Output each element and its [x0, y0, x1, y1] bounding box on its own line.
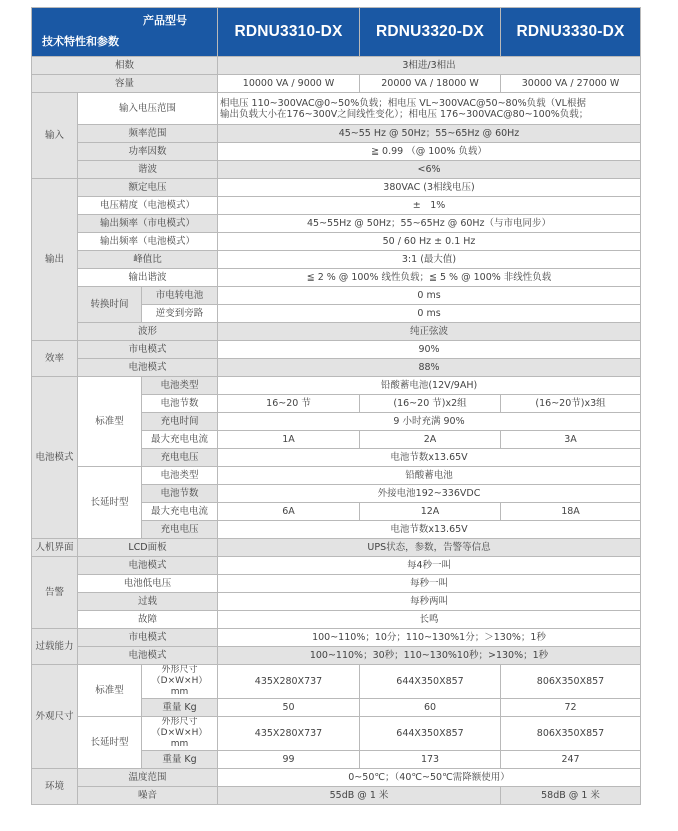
thd-value: <6%	[218, 161, 641, 179]
spec-table	[31, 7, 641, 805]
std-size-2: 644X350X857	[360, 665, 501, 699]
hmi-value: UPS状态，参数，告警等信息	[218, 539, 641, 557]
std-charge-voltage-label: 充电电压	[142, 449, 218, 467]
long-size-3: 806X350X857	[501, 717, 641, 751]
rated-voltage-label: 额定电压	[78, 179, 218, 197]
std-size-label	[142, 665, 218, 699]
long-weight-3: 247	[501, 751, 641, 769]
long-size-1: 435X280X737	[218, 717, 360, 751]
freq-line-label: 输出频率（市电模式）	[78, 215, 218, 233]
std-max-current-3: 3A	[501, 431, 641, 449]
std-batt-count-2: (16~20 节)x2组	[360, 395, 501, 413]
hmi-category: 人机界面	[32, 539, 78, 557]
row-transfer-1	[32, 287, 641, 305]
eff-line-label: 市电模式	[78, 341, 218, 359]
row-freq-line	[32, 215, 641, 233]
row-phase	[32, 57, 641, 75]
alarm-low-value: 每秒一叫	[218, 575, 641, 593]
dimensions-category: 外观尺寸	[32, 665, 78, 769]
std-size-label-2: （D×W×H）mm	[151, 676, 208, 697]
alarm-overload-label: 过载	[78, 593, 218, 611]
row-alarm-low	[32, 575, 641, 593]
model-1: RDNU3310-DX	[218, 8, 360, 57]
eff-batt-label: 电池模式	[78, 359, 218, 377]
std-weight-label: 重量 Kg	[142, 699, 218, 717]
std-weight-2: 60	[360, 699, 501, 717]
long-batt-type-label: 电池类型	[142, 467, 218, 485]
ovl-line-label: 市电模式	[78, 629, 218, 647]
alarm-low-label: 电池低电压	[78, 575, 218, 593]
waveform-value: 纯正弦波	[218, 323, 641, 341]
battery-standard-label: 标准型	[78, 377, 142, 467]
std-weight-1: 50	[218, 699, 360, 717]
std-max-current-label: 最大充电电流	[142, 431, 218, 449]
capacity-value-3: 30000 VA / 27000 W	[501, 75, 641, 93]
freq-range-label: 频率范围	[78, 125, 218, 143]
long-size-label	[142, 717, 218, 751]
input-voltage-line2: 输出负载大小在176~300V之间线性变化）；相电压 176~300VAC@80~100%负载；	[220, 108, 589, 120]
row-crest	[32, 251, 641, 269]
std-charge-voltage-value: 电池节数x13.65V	[218, 449, 641, 467]
row-eff-line	[32, 341, 641, 359]
input-voltage-line1: 相电压 110~300VAC@0~50%负载；相电压 VL~300VAC@50~80%负载（VL根据	[220, 97, 586, 109]
waveform-label: 波形	[78, 323, 218, 341]
ovl-batt-label: 电池模式	[78, 647, 218, 665]
long-weight-label: 重量 Kg	[142, 751, 218, 769]
transfer-value-1: 0 ms	[218, 287, 641, 305]
std-batt-count-3: (16~20节)x3组	[501, 395, 641, 413]
voltage-accuracy-label: 电压精度（电池模式）	[78, 197, 218, 215]
long-max-current-3: 18A	[501, 503, 641, 521]
std-batt-count-label: 电池节数	[142, 395, 218, 413]
row-alarm-batt	[32, 557, 641, 575]
env-temp-value: 0~50℃；（40℃~50℃需降额使用）	[218, 769, 641, 787]
environment-category: 环境	[32, 769, 78, 805]
crest-value: 3:1 (最大值)	[218, 251, 641, 269]
long-charge-voltage-label: 充电电压	[142, 521, 218, 539]
row-alarm-overload	[32, 593, 641, 611]
long-max-current-1: 6A	[218, 503, 360, 521]
phase-label: 相数	[32, 57, 218, 75]
overload-category: 过载能力	[32, 629, 78, 665]
freq-line-value: 45~55Hz @ 50Hz；55~65Hz @ 60Hz（与市电同步）	[218, 215, 641, 233]
alarm-fault-value: 长鸣	[218, 611, 641, 629]
spec-label: 技术特性和参数	[42, 35, 119, 48]
out-thd-label: 输出谐波	[78, 269, 218, 287]
long-size-label-2: （D×W×H）mm	[151, 728, 208, 749]
freq-range-value: 45~55 Hz @ 50Hz；55~65Hz @ 60Hz	[218, 125, 641, 143]
row-thd	[32, 161, 641, 179]
std-weight-3: 72	[501, 699, 641, 717]
efficiency-category: 效率	[32, 341, 78, 377]
freq-batt-value: 50 / 60 Hz ± 0.1 Hz	[218, 233, 641, 251]
long-size-2: 644X350X857	[360, 717, 501, 751]
long-size-label-1: 外形尺寸	[161, 717, 198, 727]
std-charge-time-label: 充电时间	[142, 413, 218, 431]
model-label: 产品型号	[143, 14, 188, 27]
eff-batt-value: 88%	[218, 359, 641, 377]
std-charge-time-value: 9 小时充满 90%	[218, 413, 641, 431]
transfer-inv-to-bypass: 逆变到旁路	[142, 305, 218, 323]
env-temp-label: 温度范围	[78, 769, 218, 787]
phase-value: 3相进/3相出	[218, 57, 641, 75]
transfer-value-2: 0 ms	[218, 305, 641, 323]
long-charge-voltage-value: 电池节数x13.65V	[218, 521, 641, 539]
long-weight-1: 99	[218, 751, 360, 769]
env-noise-1: 55dB @ 1 米	[218, 787, 501, 805]
row-ovl-line	[32, 629, 641, 647]
battery-long-label: 长延时型	[78, 467, 142, 539]
long-max-current-label: 最大充电电流	[142, 503, 218, 521]
std-size-label-1: 外形尺寸	[161, 665, 198, 675]
long-batt-count-value: 外接电池192~336VDC	[218, 485, 641, 503]
row-long-batt-type	[32, 467, 641, 485]
env-noise-2: 58dB @ 1 米	[501, 787, 641, 805]
row-waveform	[32, 323, 641, 341]
row-std-batt-type	[32, 377, 641, 395]
dim-long-label: 长延时型	[78, 717, 142, 769]
thd-label: 谐波	[78, 161, 218, 179]
spec-table-container	[31, 7, 640, 805]
std-size-1: 435X280X737	[218, 665, 360, 699]
capacity-label: 容量	[32, 75, 218, 93]
std-batt-type-value: 铅酸蓄电池(12V/9AH)	[218, 377, 641, 395]
power-factor-label: 功率因数	[78, 143, 218, 161]
battery-category: 电池模式	[32, 377, 78, 539]
row-voltage-accuracy	[32, 197, 641, 215]
output-category: 输出	[32, 179, 78, 341]
row-env-temp	[32, 769, 641, 787]
std-max-current-1: 1A	[218, 431, 360, 449]
crest-label: 峰值比	[78, 251, 218, 269]
alarm-fault-label: 故障	[78, 611, 218, 629]
power-factor-value: ≧ 0.99 （@ 100% 负载）	[218, 143, 641, 161]
input-category: 输入	[32, 93, 78, 179]
row-freq-range	[32, 125, 641, 143]
row-long-size	[32, 717, 641, 751]
capacity-value-2: 20000 VA / 18000 W	[360, 75, 501, 93]
row-out-thd	[32, 269, 641, 287]
model-2: RDNU3320-DX	[360, 8, 501, 57]
eff-line-value: 90%	[218, 341, 641, 359]
row-eff-batt	[32, 359, 641, 377]
ovl-batt-value: 100~110%；30秒；110~130%10秒；>130%；1秒	[218, 647, 641, 665]
row-hmi	[32, 539, 641, 557]
ovl-line-value: 100~110%；10分；110~130%1分；＞130%；1秒	[218, 629, 641, 647]
row-capacity	[32, 75, 641, 93]
row-rated-voltage	[32, 179, 641, 197]
header-row	[32, 8, 641, 57]
alarm-batt-label: 电池模式	[78, 557, 218, 575]
alarm-batt-value: 每4秒一叫	[218, 557, 641, 575]
long-batt-type-value: 铅酸蓄电池	[218, 467, 641, 485]
model-3: RDNU3330-DX	[501, 8, 641, 57]
input-voltage-value	[218, 93, 641, 125]
transfer-label: 转换时间	[78, 287, 142, 323]
alarm-overload-value: 每秒两叫	[218, 593, 641, 611]
rated-voltage-value: 380VAC (3相线电压)	[218, 179, 641, 197]
long-max-current-2: 12A	[360, 503, 501, 521]
row-std-size	[32, 665, 641, 699]
freq-batt-label: 输出频率（电池模式）	[78, 233, 218, 251]
dim-standard-label: 标准型	[78, 665, 142, 717]
hmi-label: LCD面板	[78, 539, 218, 557]
voltage-accuracy-value: ± 1%	[218, 197, 641, 215]
out-thd-value: ≦ 2 % @ 100% 线性负载；≦ 5 % @ 100% 非线性负载	[218, 269, 641, 287]
input-voltage-label: 输入电压范围	[78, 93, 218, 125]
capacity-value-1: 10000 VA / 9000 W	[218, 75, 360, 93]
row-env-noise	[32, 787, 641, 805]
long-weight-2: 173	[360, 751, 501, 769]
transfer-line-to-batt: 市电转电池	[142, 287, 218, 305]
env-noise-label: 噪音	[78, 787, 218, 805]
row-alarm-fault	[32, 611, 641, 629]
header-corner	[32, 8, 218, 57]
std-max-current-2: 2A	[360, 431, 501, 449]
std-batt-type-label: 电池类型	[142, 377, 218, 395]
row-input-voltage	[32, 93, 641, 125]
long-batt-count-label: 电池节数	[142, 485, 218, 503]
std-batt-count-1: 16~20 节	[218, 395, 360, 413]
row-ovl-batt	[32, 647, 641, 665]
row-power-factor	[32, 143, 641, 161]
alarm-category: 告警	[32, 557, 78, 629]
std-size-3: 806X350X857	[501, 665, 641, 699]
row-freq-batt	[32, 233, 641, 251]
